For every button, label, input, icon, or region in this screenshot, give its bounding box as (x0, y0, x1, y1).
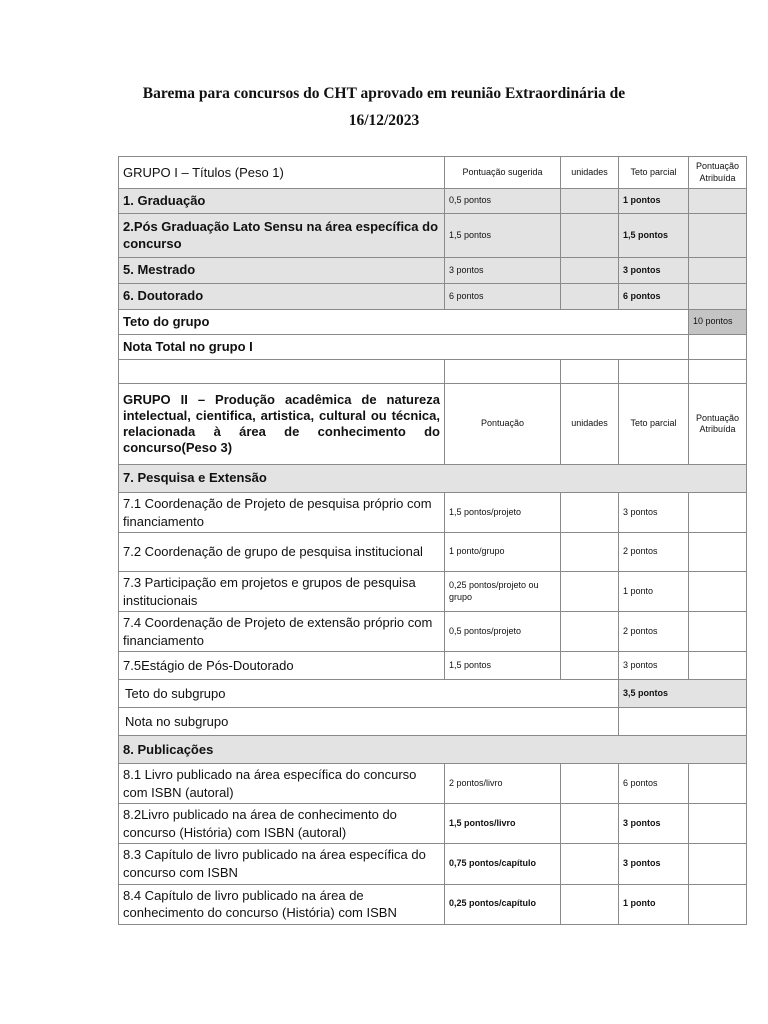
teto-subgrupo-value: 3,5 pontos (619, 680, 747, 708)
row-label: 6. Doutorado (119, 284, 445, 310)
table-row (119, 612, 747, 652)
row-label: 8.3 Capítulo de livro publicado na área específica do concurso com ISBN (119, 844, 445, 884)
teto-grupo-row (119, 310, 747, 335)
row-label: 7.5Estágio de Pós-Doutorado (119, 652, 445, 680)
row-label: 2.Pós Graduação Lato Sensu na área específica do concurso (119, 214, 445, 258)
row-teto: 2 pontos (619, 533, 689, 572)
nota-total-row (119, 335, 747, 360)
row-teto: 3 pontos (619, 652, 689, 680)
document-title-date: 16/12/2023 (348, 112, 420, 129)
row-label: 7.3 Participação em projetos e grupos de pesquisa institucionais (119, 572, 445, 612)
row-atribuida[interactable] (689, 764, 747, 804)
section8-title: 8. Publicações (119, 736, 747, 764)
row-teto: 3 pontos (619, 493, 689, 533)
row-pontuacao: 1,5 pontos/livro (445, 804, 561, 844)
group2-header-row (119, 384, 747, 465)
section7-header-row (119, 465, 747, 493)
row-label: 7.4 Coordenação de Projeto de extensão próprio com financiamento (119, 612, 445, 652)
row-pontuacao: 1,5 pontos (445, 652, 561, 680)
nota-total-value[interactable] (689, 335, 747, 360)
row-atribuida[interactable] (689, 258, 747, 284)
col-pontuacao: Pontuação (445, 384, 561, 465)
row-atribuida[interactable] (689, 844, 747, 884)
row-atribuida[interactable] (689, 214, 747, 258)
table-row (119, 844, 747, 884)
row-unidades[interactable] (561, 284, 619, 310)
teto-grupo-value: 10 pontos (689, 310, 747, 335)
row-atribuida[interactable] (689, 572, 747, 612)
col-pontuacao-atribuida: Pontuação Atribuída (689, 157, 747, 189)
row-unidades[interactable] (561, 189, 619, 214)
row-unidades[interactable] (561, 493, 619, 533)
table-row (119, 764, 747, 804)
row-teto: 1 ponto (619, 572, 689, 612)
table-row (119, 284, 747, 310)
table-row (119, 189, 747, 214)
col-unidades: unidades (561, 157, 619, 189)
row-label: 8.4 Capítulo de livro publicado na área de conhecimento do concurso (História) com ISBN (119, 884, 445, 924)
row-pontuacao: 3 pontos (445, 258, 561, 284)
row-pontuacao: 0,25 pontos/capítulo (445, 884, 561, 924)
teto-grupo-label: Teto do grupo (119, 310, 689, 335)
table-row (119, 533, 747, 572)
table-row (119, 652, 747, 680)
table-row (119, 884, 747, 924)
row-label: 7.2 Coordenação de grupo de pesquisa institucional (119, 533, 445, 572)
col-teto-parcial: Teto parcial (619, 384, 689, 465)
teto-subgrupo-label: Teto do subgrupo (119, 680, 619, 708)
col-pontuacao-atribuida: Pontuação Atribuída (689, 384, 747, 465)
section8-header-row (119, 736, 747, 764)
row-teto: 3 pontos (619, 258, 689, 284)
col-teto-parcial: Teto parcial (619, 157, 689, 189)
nota-subgrupo-row (119, 708, 747, 736)
row-pontuacao: 1 ponto/grupo (445, 533, 561, 572)
row-atribuida[interactable] (689, 612, 747, 652)
nota-subgrupo-label: Nota no subgrupo (119, 708, 619, 736)
row-teto: 1 ponto (619, 884, 689, 924)
row-teto: 1,5 pontos (619, 214, 689, 258)
row-pontuacao: 0,5 pontos/projeto (445, 612, 561, 652)
row-atribuida[interactable] (689, 189, 747, 214)
row-atribuida[interactable] (689, 284, 747, 310)
row-label: 8.1 Livro publicado na área específica do concurso com ISBN (autoral) (119, 764, 445, 804)
row-unidades[interactable] (561, 804, 619, 844)
row-label: 1. Graduação (119, 189, 445, 214)
row-pontuacao: 1,5 pontos/projeto (445, 493, 561, 533)
row-atribuida[interactable] (689, 533, 747, 572)
table-row (119, 493, 747, 533)
nota-total-label: Nota Total no grupo I (119, 335, 689, 360)
row-unidades[interactable] (561, 884, 619, 924)
col-pontuacao-sugerida: Pontuação sugerida (445, 157, 561, 189)
row-pontuacao: 6 pontos (445, 284, 561, 310)
row-atribuida[interactable] (689, 804, 747, 844)
row-label: 5. Mestrado (119, 258, 445, 284)
row-unidades[interactable] (561, 764, 619, 804)
row-label: 8.2Livro publicado na área de conhecimento do concurso (História) com ISBN (autoral) (119, 804, 445, 844)
row-unidades[interactable] (561, 572, 619, 612)
teto-subgrupo-row (119, 680, 747, 708)
group2-title: GRUPO II – Produção acadêmica de natureza intelectual, cientifica, artistica, cultural ou técnica, relacionada à área de conhecimento do concurso(Peso 3) (119, 384, 445, 465)
section7-title: 7. Pesquisa e Extensão (119, 465, 747, 493)
col-unidades: unidades (561, 384, 619, 465)
table-row (119, 214, 747, 258)
barema-table (118, 156, 747, 925)
row-atribuida[interactable] (689, 884, 747, 924)
row-unidades[interactable] (561, 612, 619, 652)
row-pontuacao: 0,25 pontos/projeto ou grupo (445, 572, 561, 612)
table-row (119, 258, 747, 284)
row-teto: 3 pontos (619, 804, 689, 844)
row-unidades[interactable] (561, 214, 619, 258)
row-teto: 6 pontos (619, 764, 689, 804)
spacer-row (119, 360, 747, 384)
row-unidades[interactable] (561, 844, 619, 884)
row-pontuacao: 2 pontos/livro (445, 764, 561, 804)
row-pontuacao: 0,75 pontos/capítulo (445, 844, 561, 884)
row-label: 7.1 Coordenação de Projeto de pesquisa próprio com financiamento (119, 493, 445, 533)
group1-title: GRUPO I – Títulos (Peso 1) (119, 157, 445, 189)
document-title-line1: Barema para concursos do CHT aprovado em reunião Extraordinária de (142, 85, 626, 102)
table-row (119, 804, 747, 844)
row-teto: 6 pontos (619, 284, 689, 310)
group1-header-row (119, 157, 747, 189)
row-atribuida[interactable] (689, 493, 747, 533)
row-teto: 3 pontos (619, 844, 689, 884)
row-teto: 2 pontos (619, 612, 689, 652)
row-pontuacao: 0,5 pontos (445, 189, 561, 214)
row-pontuacao: 1,5 pontos (445, 214, 561, 258)
row-unidades[interactable] (561, 652, 619, 680)
table-row (119, 572, 747, 612)
row-unidades[interactable] (561, 258, 619, 284)
row-unidades[interactable] (561, 533, 619, 572)
row-atribuida[interactable] (689, 652, 747, 680)
row-teto: 1 pontos (619, 189, 689, 214)
nota-subgrupo-value[interactable] (619, 708, 747, 736)
